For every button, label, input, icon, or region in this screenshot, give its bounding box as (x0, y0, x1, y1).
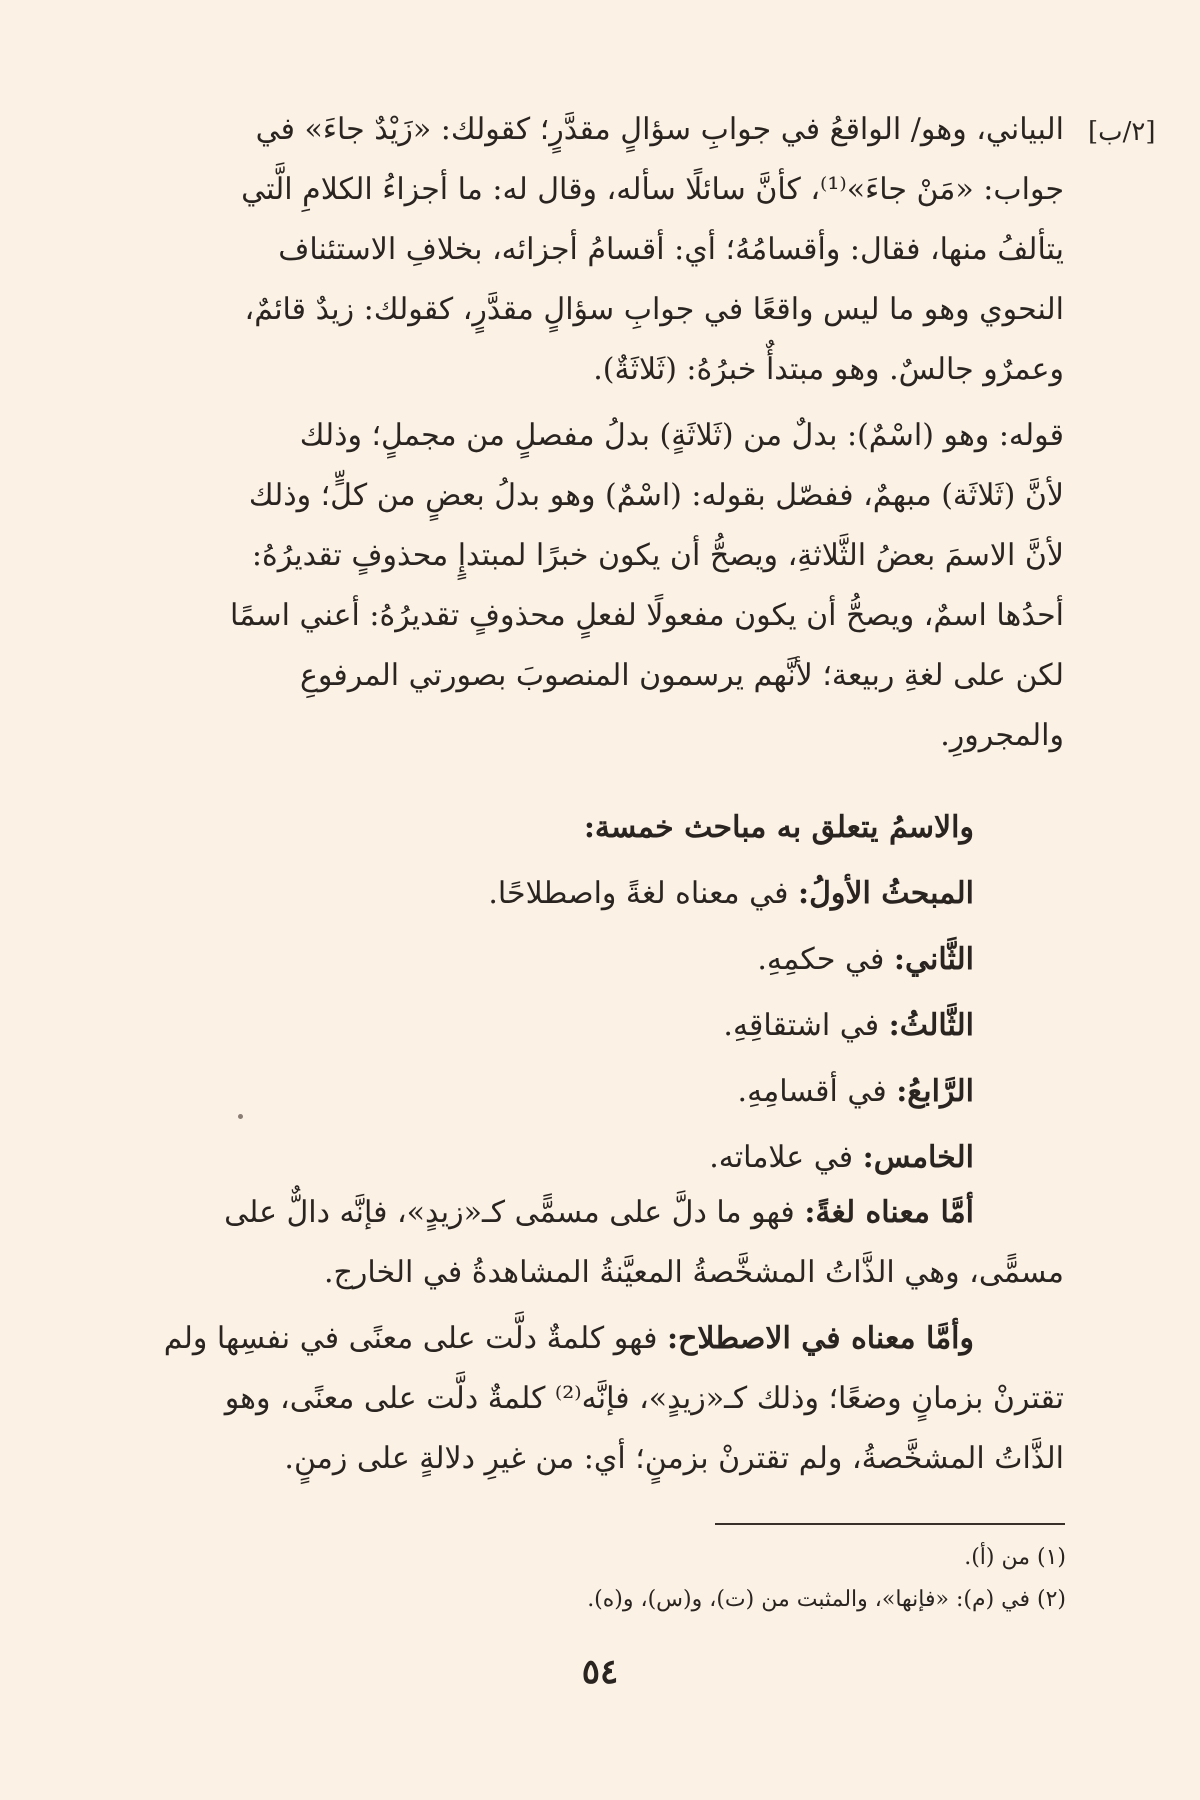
paper-speck (238, 1114, 243, 1119)
topic-text: في حكمِهِ. (757, 942, 885, 977)
paragraph-1 (78, 100, 1064, 400)
main-text-block (78, 100, 1064, 766)
text-line: مسمًّى، وهي الذَّاتُ المشخَّصةُ المعيَّنةُ المشاهدةُ في الخارج. (324, 1255, 1064, 1290)
topics-heading: والاسمُ يتعلق به مباحث خمسة: (583, 810, 974, 845)
definition-label: وأمَّا معناه في الاصطلاح: (666, 1321, 974, 1356)
topic-label: الثَّالثُ: (888, 1008, 974, 1043)
text-line: قوله: وهو (اسْمٌ): بدلٌ من (ثَلاثَةٍ) بدلُ مفصلٍ من مجملٍ؛ وذلك (299, 418, 1064, 453)
definitions-block (78, 1183, 1064, 1489)
text-line: النحوي وهو ما ليس واقعًا في جوابِ سؤالٍ مقدَّرٍ، كقولك: زيدٌ قائمٌ، (244, 292, 1064, 327)
topic-label: المبحثُ الأولُ: (798, 876, 974, 911)
text-line: لأنَّ (ثَلاثَة) مبهمٌ، ففصّل بقوله: (اسْمٌ) وهو بدلُ بعضٍ من كلٍّ؛ وذلك (248, 478, 1064, 513)
footnote: (١) من (أ). (964, 1545, 1066, 1570)
definition-text: فهو ما دلَّ على مسمًّى كـ«زيدٍ»، فإنَّه دالٌّ على (224, 1195, 795, 1230)
topic-text: في أقسامِهِ. (737, 1074, 887, 1109)
text-line: البياني، وهو/ الواقعُ في جوابِ سؤالٍ مقدَّرٍ؛ كقولك: «زَيْدٌ جاءَ» في (255, 112, 1064, 147)
topic-item (200, 1125, 974, 1191)
topic-text: في اشتقاقِهِ. (723, 1008, 880, 1043)
text-line: الذَّاتُ المشخَّصةُ، ولم تقترنْ بزمنٍ؛ أي: من غيرِ دلالةٍ على زمنٍ. (284, 1441, 1064, 1476)
topic-text: في علاماته. (709, 1140, 854, 1175)
paragraph-2 (78, 406, 1064, 766)
paragraph-linguistic-meaning (78, 1183, 1064, 1303)
definition-label: أمَّا معناه لغةً: (804, 1195, 974, 1230)
topics-list (200, 795, 974, 1191)
definition-text: فهو كلمةٌ دلَّت على معنًى في نفسِها ولم (163, 1321, 658, 1356)
topic-item (200, 993, 974, 1059)
text-line (78, 1309, 1064, 1369)
text-line: لكن على لغةِ ربيعة؛ لأنَّهم يرسمون المنصوبَ بصورتي المرفوعِ (300, 658, 1064, 693)
topic-item (200, 927, 974, 993)
text-line: جواب: «مَنْ جاءَ»⁽¹⁾، كأنَّ سائلًا سأله، وقال له: ما أجزاءُ الكلامِ الَّتي (241, 172, 1064, 207)
manuscript-folio-reference: [٢/ب] (1088, 117, 1156, 147)
text-line: أحدُها اسمٌ، ويصحُّ أن يكون مفعولًا لفعلٍ محذوفٍ تقديرُهُ: أعني اسمًا (230, 598, 1064, 633)
text-line: يتألفُ منها، فقال: وأقسامُهُ؛ أي: أقسامُ أجزائه، بخلافِ الاستئناف (278, 232, 1064, 267)
topic-label: الرَّابعُ: (896, 1074, 974, 1109)
footnote-divider (715, 1523, 1065, 1525)
topic-label: الثَّاني: (893, 942, 974, 977)
paragraph-technical-meaning (78, 1309, 1064, 1489)
footnote: (٢) في (م): «فإنها»، والمثبت من (ت)، و(س)، و(ه). (587, 1587, 1066, 1612)
page-number: ٥٤ (581, 1652, 619, 1692)
text-line (78, 1183, 1064, 1243)
text-line: والمجرورِ. (940, 718, 1064, 753)
topic-item (200, 1059, 974, 1125)
text-line: تقترنْ بزمانٍ وضعًا؛ وذلك كـ«زيدٍ»، فإنَّه⁽²⁾ كلمةٌ دلَّت على معنًى، وهو (224, 1381, 1064, 1416)
text-line: وعمرٌو جالسٌ. وهو مبتدأٌ خبرُهُ: (ثَلاثَةٌ). (593, 352, 1064, 387)
footnotes (360, 1537, 1066, 1621)
text-line: لأنَّ الاسمَ بعضُ الثَّلاثةِ، ويصحُّ أن يكون خبرًا لمبتدإٍ محذوفٍ تقديرُهُ: (251, 538, 1064, 573)
topic-item (200, 861, 974, 927)
topic-text: في معناه لغةً واصطلاحًا. (488, 876, 789, 911)
topic-label: الخامس: (862, 1140, 974, 1175)
